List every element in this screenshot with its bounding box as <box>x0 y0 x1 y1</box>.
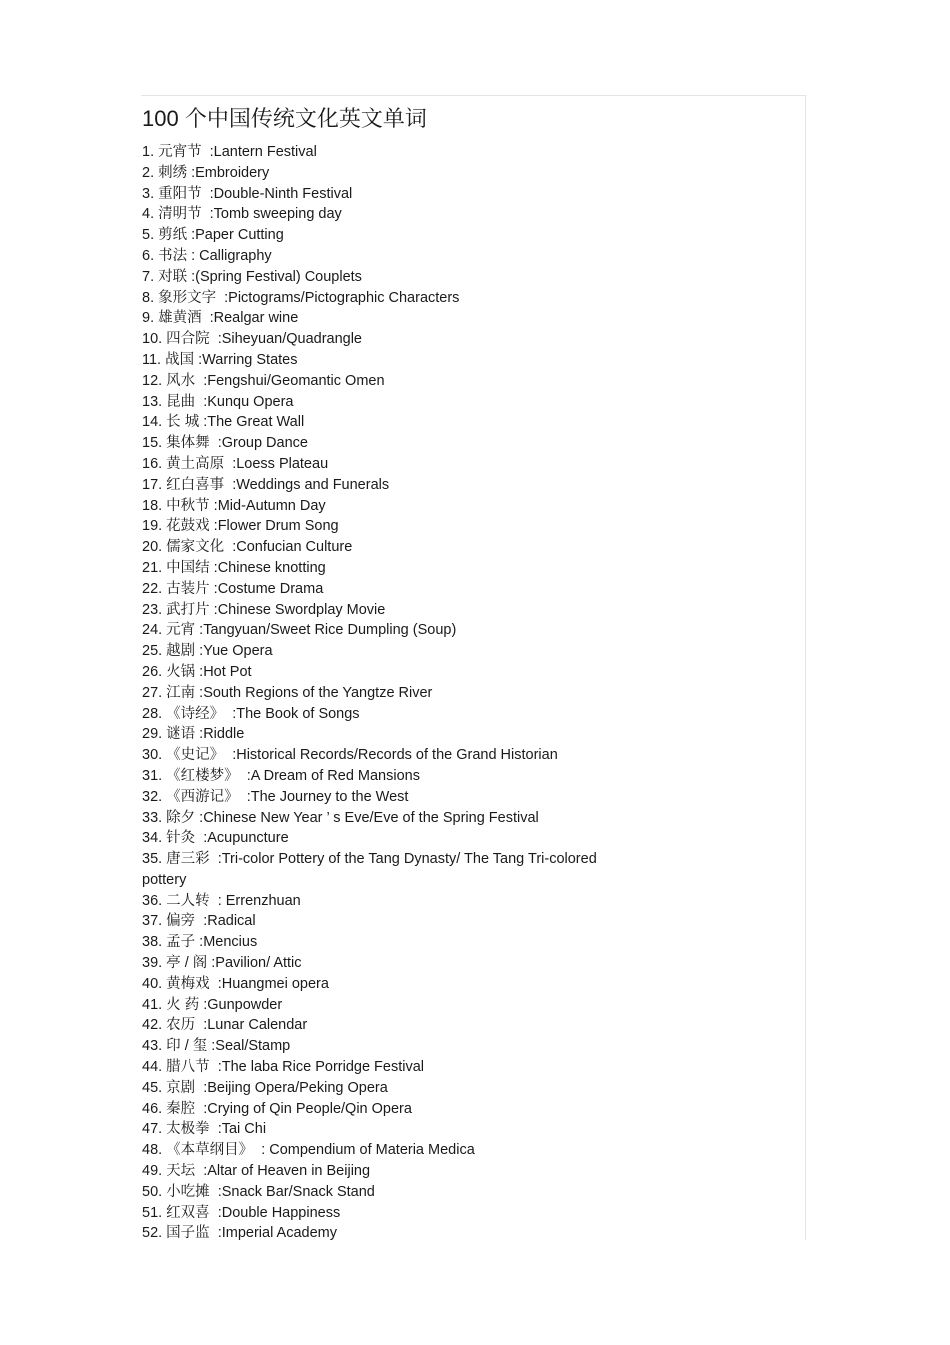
vocabulary-entry <box>142 1223 662 1244</box>
entry-english-term: :Altar of Heaven in Beijing <box>199 1163 371 1180</box>
entry-number: 44. <box>142 1059 163 1076</box>
vocabulary-entry <box>142 184 662 205</box>
vocabulary-entry <box>142 745 662 766</box>
entry-chinese-term: 昆曲 <box>166 393 196 410</box>
entry-chinese-term: 腊八节 <box>166 1059 210 1076</box>
entry-number: 8. <box>142 289 155 306</box>
entry-number: 13. <box>142 393 163 410</box>
entry-english-term: :Seal/Stamp <box>211 1038 291 1055</box>
vocabulary-entry <box>142 849 642 891</box>
entry-chinese-term: 《本草纲目》 <box>166 1142 254 1159</box>
entry-english-term: :Group Dance <box>213 435 308 452</box>
vocabulary-entry <box>142 600 662 621</box>
entry-english-term: :Beijing Opera/Peking Opera <box>199 1079 388 1096</box>
entry-number: 30. <box>142 747 163 764</box>
entry-english-term: :Radical <box>199 913 256 930</box>
vocabulary-entry <box>142 641 662 662</box>
entry-chinese-term: 《红楼梦》 <box>166 767 239 784</box>
entry-chinese-term: 《西游记》 <box>166 788 239 805</box>
entry-english-term: :The laba Rice Porridge Festival <box>213 1059 425 1076</box>
entry-english-term: :Yue Opera <box>199 643 273 660</box>
vocabulary-entry <box>142 808 662 829</box>
entry-chinese-term: 中秋节 <box>166 497 210 514</box>
entry-english-term: : Errenzhuan <box>213 892 301 909</box>
entry-chinese-term: 儒家文化 <box>166 539 225 556</box>
entry-english-term: :Embroidery <box>191 164 270 181</box>
entry-number: 12. <box>142 372 163 389</box>
entry-number: 10. <box>142 331 163 348</box>
entry-chinese-term: 对联 <box>158 268 188 285</box>
entry-english-term: :Gunpowder <box>203 996 283 1013</box>
entry-english-term: :Fengshui/Geomantic Omen <box>199 372 385 389</box>
entry-number: 22. <box>142 580 163 597</box>
vocabulary-entry <box>142 704 662 725</box>
entry-number: 20. <box>142 539 163 556</box>
entry-chinese-term: 武打片 <box>166 601 210 618</box>
entry-english-term: :Realgar wine <box>205 310 299 327</box>
vocabulary-entry <box>142 911 662 932</box>
entry-english-term: :Weddings and Funerals <box>228 476 390 493</box>
entry-english-term: :Historical Records/Records of the Grand Historian <box>228 747 558 764</box>
vocabulary-entry <box>142 288 662 309</box>
vocabulary-entry <box>142 995 662 1016</box>
entry-number: 37. <box>142 913 163 930</box>
entry-chinese-term: 象形文字 <box>158 289 217 306</box>
entry-number: 11. <box>142 351 162 368</box>
vocabulary-entry <box>142 516 662 537</box>
vocabulary-entry <box>142 204 662 225</box>
entry-english-term: :A Dream of Red Mansions <box>242 767 420 784</box>
entry-english-term: :Double-Ninth Festival <box>205 185 353 202</box>
entry-number: 16. <box>142 455 163 472</box>
entry-number: 51. <box>142 1204 163 1221</box>
entry-number: 34. <box>142 830 163 847</box>
entry-english-term: :Warring States <box>198 351 298 368</box>
entry-number: 45. <box>142 1079 163 1096</box>
entry-english-term: :Double Happiness <box>213 1204 341 1221</box>
entry-number: 24. <box>142 622 163 639</box>
entry-number: 3. <box>142 185 155 202</box>
entry-english-term: :Mid-Autumn Day <box>213 497 326 514</box>
entry-chinese-term: 《史记》 <box>166 747 225 764</box>
entry-chinese-term: 战国 <box>165 351 195 368</box>
vocabulary-entry <box>142 1078 662 1099</box>
entry-chinese-term: 国子监 <box>166 1225 210 1242</box>
vocabulary-entry <box>142 1203 662 1224</box>
entry-chinese-term: 唐三彩 <box>166 851 210 868</box>
entry-english-term: :Tri-color Pottery of the Tang Dynasty/ The Tang Tri-colored pottery <box>142 851 597 888</box>
vocabulary-entry <box>142 1140 662 1161</box>
vocabulary-entry <box>142 537 662 558</box>
entry-english-term: :Mencius <box>199 934 258 951</box>
entry-chinese-term: 重阳节 <box>158 185 202 202</box>
entry-number: 42. <box>142 1017 163 1034</box>
document-title: 100 个中国传统文化英文单词 <box>142 106 427 131</box>
entry-number: 50. <box>142 1183 163 1200</box>
entry-chinese-term: 谜语 <box>166 726 196 743</box>
entry-english-term: :Crying of Qin People/Qin Opera <box>199 1100 412 1117</box>
entry-chinese-term: 太极拳 <box>166 1121 210 1138</box>
entry-number: 36. <box>142 892 163 909</box>
entry-chinese-term: 刺绣 <box>158 164 188 181</box>
entry-english-term: :Lunar Calendar <box>199 1017 308 1034</box>
vocabulary-entry <box>142 142 662 163</box>
entry-chinese-term: 红双喜 <box>166 1204 210 1221</box>
entry-number: 48. <box>142 1142 163 1159</box>
entry-english-term: :Pavilion/ Attic <box>211 955 302 972</box>
vocabulary-entry <box>142 683 662 704</box>
vocabulary-entry <box>142 891 662 912</box>
entry-english-term: :The Journey to the West <box>242 788 409 805</box>
entry-english-term: :Paper Cutting <box>191 227 284 244</box>
entry-english-term: : Compendium of Materia Medica <box>257 1142 475 1159</box>
entry-english-term: :Chinese knotting <box>213 559 326 576</box>
vocabulary-entry <box>142 433 662 454</box>
vocabulary-entry <box>142 329 662 350</box>
entry-english-term: :Chinese New Year ’ s Eve/Eve of the Spring Festival <box>199 809 539 826</box>
entry-english-term: :Tai Chi <box>213 1121 267 1138</box>
entry-english-term: :Acupuncture <box>199 830 289 847</box>
vocabulary-entry <box>142 225 662 246</box>
entry-number: 40. <box>142 975 163 992</box>
entry-number: 21. <box>142 559 163 576</box>
entry-english-term: :Pictograms/Pictographic Characters <box>220 289 460 306</box>
entry-chinese-term: 中国结 <box>166 559 210 576</box>
entry-chinese-term: 雄黄酒 <box>158 310 202 327</box>
vocabulary-entry <box>142 392 662 413</box>
entry-english-term: :Flower Drum Song <box>213 518 339 535</box>
entry-chinese-term: 剪纸 <box>158 227 188 244</box>
entry-number: 23. <box>142 601 163 618</box>
vocabulary-entry <box>142 932 662 953</box>
vocabulary-entry <box>142 724 662 745</box>
vocabulary-entry <box>142 163 662 184</box>
entry-chinese-term: 风水 <box>166 372 196 389</box>
entry-number: 38. <box>142 934 163 951</box>
entry-english-term: :South Regions of the Yangtze River <box>199 684 433 701</box>
entry-chinese-term: 火 药 <box>166 996 200 1013</box>
entry-chinese-term: 亭 / 阁 <box>166 955 208 972</box>
vocabulary-entry <box>142 267 662 288</box>
entry-chinese-term: 红白喜事 <box>166 476 225 493</box>
entry-chinese-term: 越剧 <box>166 643 196 660</box>
entry-chinese-term: 四合院 <box>166 331 210 348</box>
entry-chinese-term: 《诗经》 <box>166 705 225 722</box>
entry-number: 26. <box>142 663 163 680</box>
entry-chinese-term: 黄土高原 <box>166 455 225 472</box>
entry-number: 46. <box>142 1100 163 1117</box>
entry-chinese-term: 花鼓戏 <box>166 518 210 535</box>
vocabulary-entry <box>142 1057 662 1078</box>
vocabulary-entry <box>142 412 662 433</box>
vocabulary-entry <box>142 475 662 496</box>
entry-number: 52. <box>142 1225 163 1242</box>
entry-chinese-term: 小吃摊 <box>166 1183 210 1200</box>
entry-english-term: :Imperial Academy <box>213 1225 337 1242</box>
entry-english-term: : Calligraphy <box>191 247 272 264</box>
entry-number: 33. <box>142 809 163 826</box>
entry-number: 1. <box>142 144 155 160</box>
entry-english-term: :Loess Plateau <box>228 455 329 472</box>
vocabulary-entry <box>142 828 662 849</box>
entry-english-term: :Costume Drama <box>213 580 324 597</box>
entry-number: 9. <box>142 310 155 327</box>
vocabulary-entry <box>142 1161 662 1182</box>
entry-chinese-term: 秦腔 <box>166 1100 196 1117</box>
entry-number: 15. <box>142 435 163 452</box>
vocabulary-entry <box>142 1015 662 1036</box>
vocabulary-entry <box>142 662 662 683</box>
entry-english-term: :The Great Wall <box>203 414 305 431</box>
vocabulary-entry <box>142 558 662 579</box>
entry-english-term: :Hot Pot <box>199 663 252 680</box>
vocabulary-entry <box>142 1099 662 1120</box>
entry-chinese-term: 偏旁 <box>166 913 196 930</box>
entry-english-term: :Confucian Culture <box>228 539 353 556</box>
entry-number: 49. <box>142 1163 163 1180</box>
entry-number: 18. <box>142 497 163 514</box>
entry-english-term: :Huangmei opera <box>213 975 329 992</box>
vocabulary-entry <box>142 246 662 267</box>
entry-chinese-term: 除夕 <box>166 809 196 826</box>
entry-number: 32. <box>142 788 163 805</box>
entry-number: 28. <box>142 705 163 722</box>
entry-english-term: :Siheyuan/Quadrangle <box>213 331 362 348</box>
entry-number: 43. <box>142 1038 163 1055</box>
entry-number: 19. <box>142 518 163 535</box>
entry-chinese-term: 江南 <box>166 684 196 701</box>
entry-chinese-term: 集体舞 <box>166 435 210 452</box>
entry-chinese-term: 元宵 <box>166 622 196 639</box>
vocabulary-entry <box>142 350 662 371</box>
entry-english-term: :Riddle <box>199 726 245 743</box>
entry-chinese-term: 火锅 <box>166 663 196 680</box>
entry-number: 5. <box>142 227 155 244</box>
entry-number: 27. <box>142 684 163 701</box>
entry-number: 47. <box>142 1121 163 1138</box>
entry-chinese-term: 清明节 <box>158 206 202 223</box>
vocabulary-entry <box>142 308 662 329</box>
entry-english-term: :Kunqu Opera <box>199 393 294 410</box>
entry-chinese-term: 古装片 <box>166 580 210 597</box>
vocabulary-entry <box>142 371 662 392</box>
vocabulary-entry <box>142 1182 662 1203</box>
entry-chinese-term: 元宵节 <box>158 144 202 160</box>
entry-number: 31. <box>142 767 163 784</box>
vocabulary-entry <box>142 496 662 517</box>
entry-chinese-term: 印 / 玺 <box>166 1038 208 1055</box>
vocabulary-entry <box>142 953 662 974</box>
vocabulary-list <box>142 142 662 1244</box>
entry-number: 17. <box>142 476 163 493</box>
entry-number: 41. <box>142 996 163 1013</box>
entry-chinese-term: 二人转 <box>166 892 210 909</box>
entry-number: 35. <box>142 851 163 868</box>
entry-number: 25. <box>142 643 163 660</box>
entry-number: 7. <box>142 268 155 285</box>
entry-english-term: :The Book of Songs <box>228 705 360 722</box>
vocabulary-entry <box>142 766 662 787</box>
entry-number: 39. <box>142 955 163 972</box>
entry-number: 4. <box>142 206 155 223</box>
vocabulary-entry <box>142 974 662 995</box>
entry-chinese-term: 长 城 <box>166 414 200 431</box>
vocabulary-entry <box>142 1119 662 1140</box>
entry-english-term: :(Spring Festival) Couplets <box>191 268 362 285</box>
entry-chinese-term: 孟子 <box>166 934 196 951</box>
entry-english-term: :Chinese Swordplay Movie <box>213 601 386 618</box>
vocabulary-entry <box>142 620 662 641</box>
entry-chinese-term: 农历 <box>166 1017 196 1034</box>
entry-english-term: :Tangyuan/Sweet Rice Dumpling (Soup) <box>199 622 457 639</box>
entry-chinese-term: 天坛 <box>166 1163 196 1180</box>
entry-chinese-term: 针灸 <box>166 830 196 847</box>
entry-chinese-term: 书法 <box>158 247 188 264</box>
entry-english-term: :Snack Bar/Snack Stand <box>213 1183 375 1200</box>
entry-number: 6. <box>142 247 155 264</box>
entry-english-term: :Lantern Festival <box>205 144 317 160</box>
vocabulary-entry <box>142 454 662 475</box>
entry-chinese-term: 京剧 <box>166 1079 196 1096</box>
entry-number: 2. <box>142 164 155 181</box>
entry-chinese-term: 黄梅戏 <box>166 975 210 992</box>
entry-number: 14. <box>142 414 163 431</box>
vocabulary-entry <box>142 579 662 600</box>
vocabulary-entry <box>142 787 662 808</box>
entry-english-term: :Tomb sweeping day <box>205 206 342 223</box>
entry-number: 29. <box>142 726 163 743</box>
vocabulary-entry <box>142 1036 662 1057</box>
